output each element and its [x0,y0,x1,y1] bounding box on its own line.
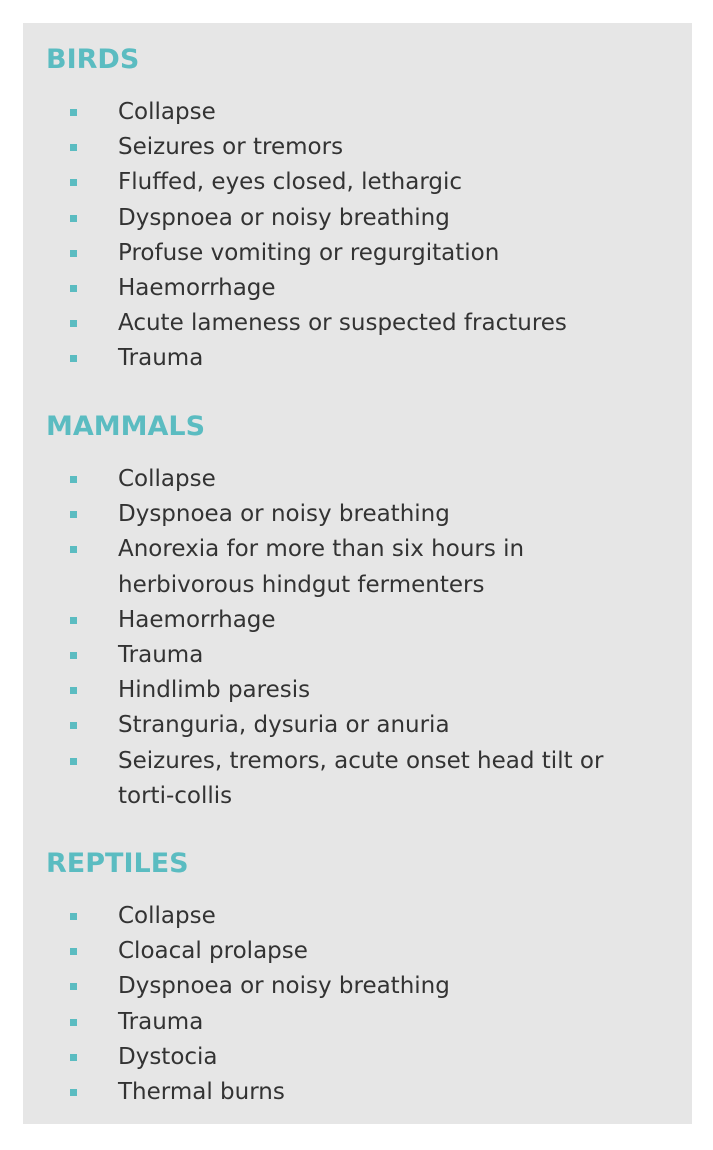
bullet-square-icon [70,617,77,624]
bullet-square-icon [70,250,77,257]
list-item-text: Collapse [118,903,216,929]
list-item [23,708,658,743]
list-item-text: Cloacal prolapse [118,938,308,965]
birds-heading: BIRDS [46,44,140,75]
bullet-square-icon [70,355,77,362]
list-item-text: Trauma [118,642,204,669]
bullet-square-icon [70,1054,77,1061]
bullet-square-icon [70,144,77,151]
list-item-text: Haemorrhage [118,275,276,302]
bullet-square-icon [70,948,77,955]
list-item [23,462,658,497]
bullet-square-icon [70,476,77,483]
emergency-signs-panel [23,23,692,1124]
list-item [23,201,658,236]
list-item-text: Dyspnoea or noisy breathing [118,973,450,1000]
list-item [23,271,658,306]
list-item [23,1005,658,1040]
list-item [23,1075,658,1110]
reptiles-list [23,899,658,1110]
list-item-text: Dyspnoea or noisy breathing [118,204,450,231]
bullet-square-icon [70,983,77,990]
list-item-text: Seizures, tremors, acute onset head tilt or torti-collis [118,747,604,809]
list-item-text: Hindlimb paresis [118,677,311,704]
bullet-square-icon [70,511,77,518]
list-item [23,1040,658,1075]
list-item-text: Haemorrhage [118,606,276,633]
bullet-square-icon [70,1019,77,1026]
reptiles-heading: REPTILES [46,848,189,879]
bullet-square-icon [70,285,77,292]
bullet-square-icon [70,179,77,186]
list-item [23,673,658,708]
list-item [23,532,658,602]
list-item-text: Anorexia for more than six hours in herbivorous hindgut fermenters [118,536,525,598]
list-item [23,899,658,934]
bullet-square-icon [70,215,77,222]
bullet-square-icon [70,652,77,659]
list-item [23,341,658,376]
list-item-text: Trauma [118,345,204,372]
list-item-text: Collapse [118,99,216,125]
bullet-square-icon [70,320,77,327]
bullet-square-icon [70,1089,77,1096]
list-item-text: Dystocia [118,1043,218,1070]
list-item-text: Collapse [118,466,216,492]
bullet-square-icon [70,687,77,694]
list-item [23,306,658,341]
mammals-heading: MAMMALS [46,411,206,442]
list-item [23,934,658,969]
list-item [23,744,658,814]
list-item-text: Profuse vomiting or regurgitation [118,239,500,266]
list-item-text: Stranguria, dysuria or anuria [118,712,450,739]
list-item [23,95,658,130]
mammals-list [23,462,658,814]
bullet-square-icon [70,109,77,116]
list-item-text: Trauma [118,1008,204,1035]
list-item-text: Thermal burns [118,1079,285,1106]
list-item [23,638,658,673]
list-item [23,603,658,638]
bullet-square-icon [70,722,77,729]
list-item-text: Acute lameness or suspected fractures [118,310,567,337]
list-item [23,969,658,1004]
list-item [23,497,658,532]
list-item [23,165,658,200]
bullet-square-icon [70,758,77,765]
list-item [23,236,658,271]
list-item-text: Seizures or tremors [118,134,344,161]
bullet-square-icon [70,913,77,920]
list-item-text: Fluffed, eyes closed, lethargic [118,169,463,196]
list-item [23,130,658,165]
list-item-text: Dyspnoea or noisy breathing [118,501,450,528]
birds-list [23,95,658,377]
bullet-square-icon [70,546,77,553]
